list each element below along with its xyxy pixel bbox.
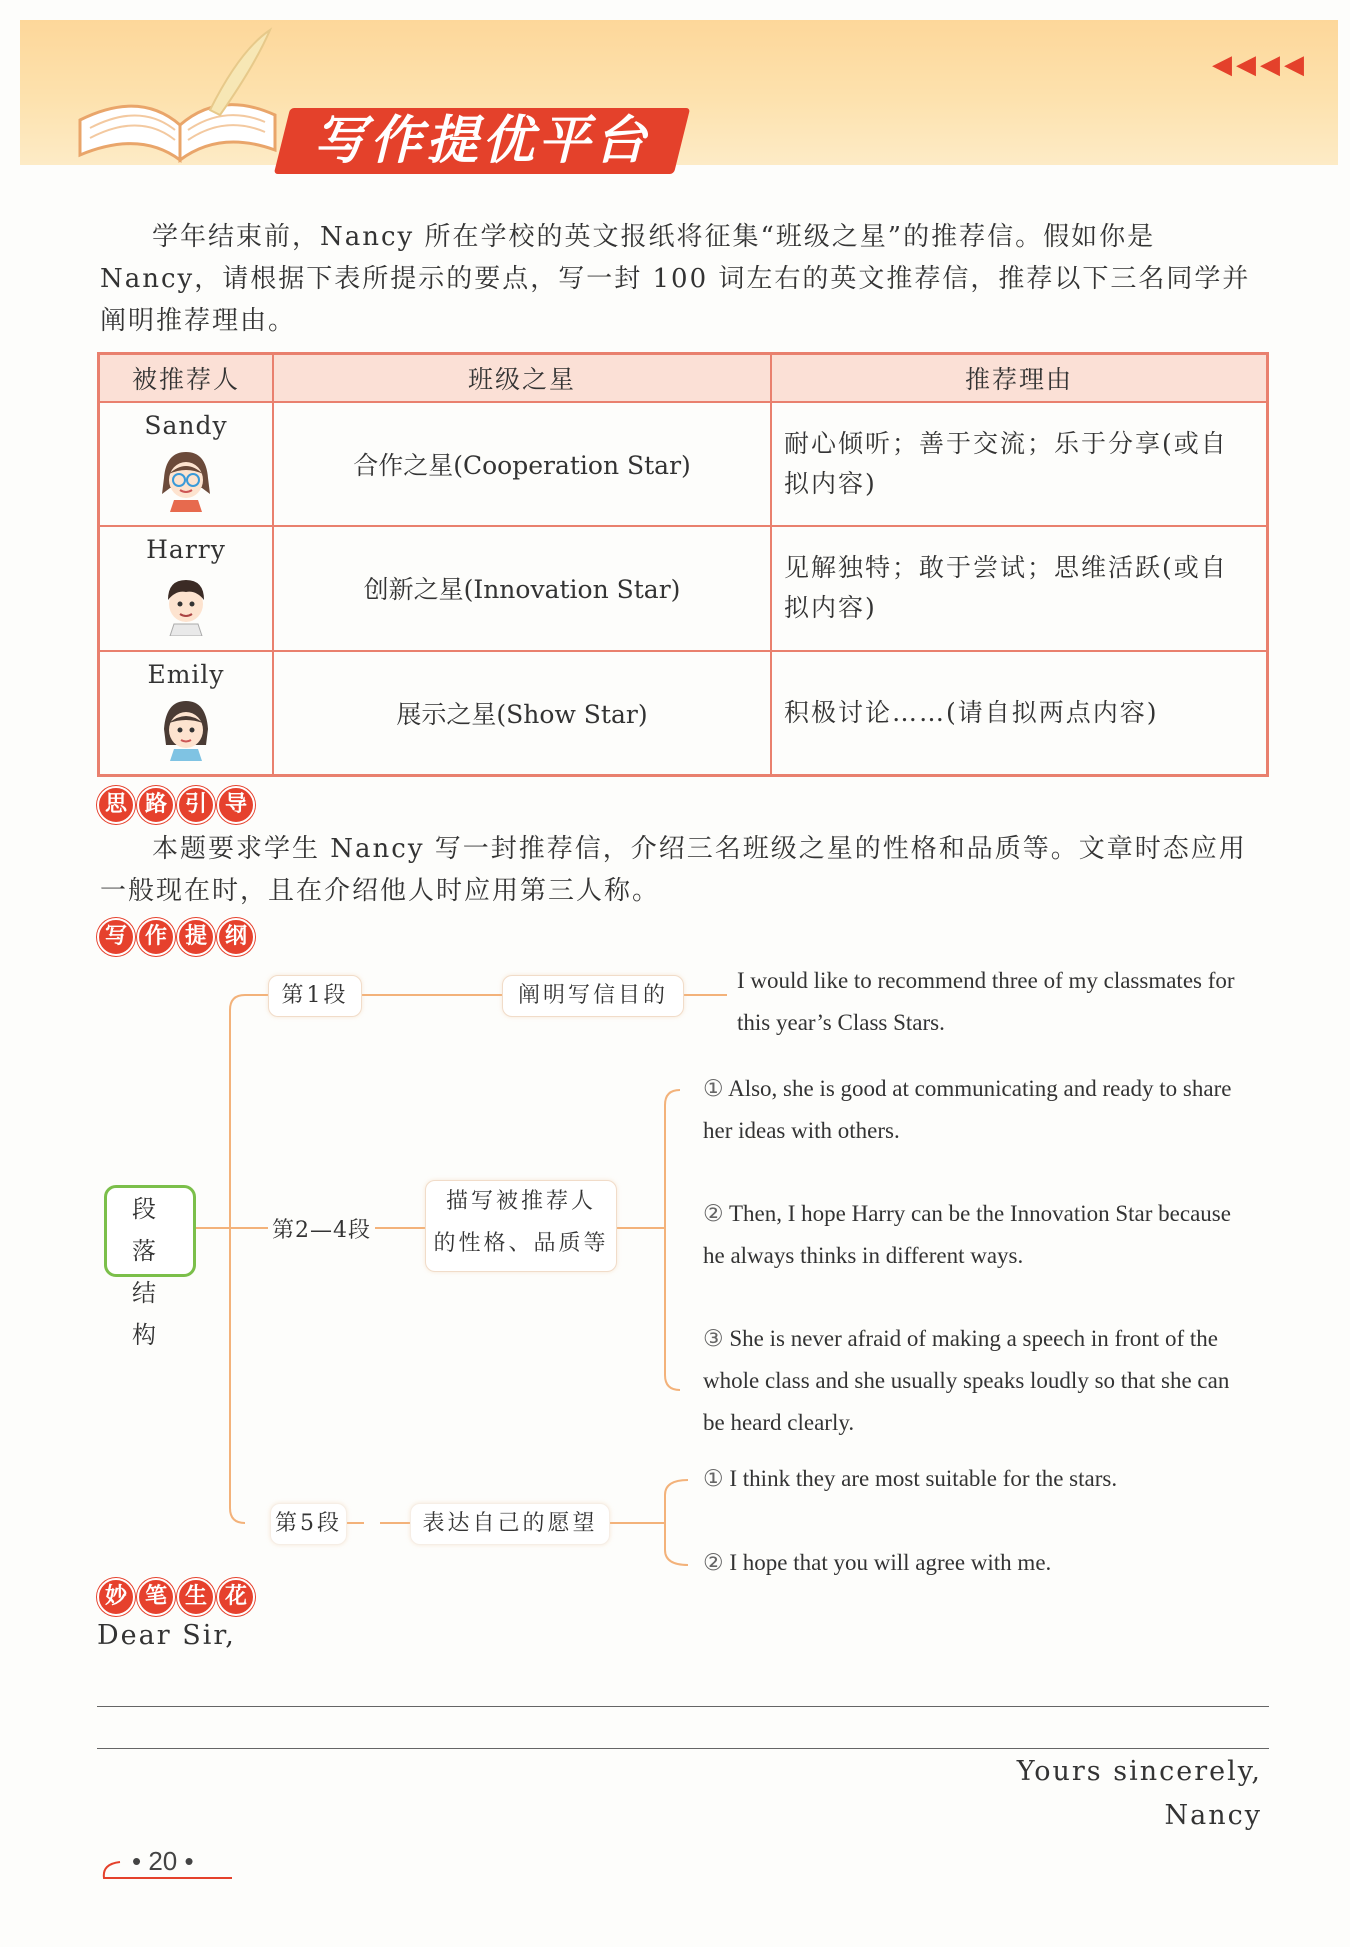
letter-closing: Yours sincerely, — [1016, 1756, 1262, 1787]
structure-label-line1: 段 落 — [132, 1195, 168, 1265]
tag-char: 思 — [97, 786, 135, 824]
tag-char: 妙 — [97, 1578, 135, 1616]
writing-line[interactable] — [97, 1748, 1269, 1749]
table-cell-star: 合作之星(Cooperation Star) — [273, 402, 771, 526]
girl-avatar-icon — [156, 697, 216, 761]
girl-with-glasses-avatar-icon — [156, 448, 216, 512]
writing-outline-diagram — [0, 960, 1350, 1580]
table-cell-name — [99, 402, 274, 526]
table-header-row — [99, 354, 1268, 403]
arrows-decoration: ◀◀◀◀ — [1212, 50, 1308, 80]
tag-char: 路 — [137, 786, 175, 824]
tag-char: 纲 — [217, 918, 255, 956]
table-header: 被推荐人 — [99, 354, 274, 403]
table-header: 推荐理由 — [771, 354, 1268, 403]
paragraph-1-sentence: I would like to recommend three of my classmates for this year’s Class Stars. — [737, 968, 1235, 1035]
section-tag-guide — [97, 786, 255, 824]
paragraph-5-label: 第5段 — [270, 1503, 347, 1545]
table-cell-name — [99, 651, 274, 776]
boy-avatar-icon — [156, 572, 216, 636]
task-paragraph: 学年结束前，Nancy 所在学校的英文报纸将征集“班级之星”的推荐信。假如你是Nancy，请根据下表所提示的要点，写一封 100 词左右的英文推荐信，推荐以下三名同学并阐明推荐理由。 — [100, 222, 1251, 336]
table-row — [99, 651, 1268, 776]
paragraph-1-label: 第1段 — [268, 975, 362, 1017]
item-number: ① — [703, 1076, 724, 1102]
page-number: • 20 • — [132, 1846, 194, 1876]
item-number: ② — [703, 1550, 724, 1576]
item-text: Then, I hope Harry can be the Innovation Star because he always thinks in different ways. — [703, 1201, 1231, 1268]
item-number: ③ — [703, 1326, 724, 1352]
letter-greeting: Dear Sir, — [97, 1620, 236, 1651]
paragraph-1-purpose: 阐明写信目的 — [502, 975, 684, 1017]
table-cell-name — [99, 526, 274, 650]
student-name: Emily — [147, 659, 225, 689]
paragraphs-2-4-sentence — [703, 1068, 1243, 1152]
guide-paragraph: 本题要求学生 Nancy 写一封推荐信，介绍三名班级之星的性格和品质等。文章时态应用一般现在时，且在介绍他人时应用第三人称。 — [100, 834, 1247, 906]
paragraph-structure-box — [104, 1185, 196, 1349]
table-row — [99, 402, 1268, 526]
item-text: She is never afraid of making a speech in front of the whole class and she usually speaks loudly so that she can be heard clearly. — [703, 1326, 1230, 1435]
item-number: ① — [703, 1466, 724, 1492]
table-cell-star: 展示之星(Show Star) — [273, 651, 771, 776]
page-title — [274, 108, 690, 174]
item-number: ② — [703, 1201, 724, 1227]
purpose-line2: 的性格、品质等 — [433, 1231, 609, 1256]
paragraph-5-sentence — [703, 1542, 1243, 1584]
purpose-line1: 描写被推荐人 — [445, 1189, 596, 1214]
tag-char: 引 — [177, 786, 215, 824]
tag-char: 提 — [177, 918, 215, 956]
paragraphs-2-4-label: 第2—4段 — [272, 1218, 371, 1243]
letter-signature: Nancy — [1164, 1800, 1262, 1831]
tag-char: 导 — [217, 786, 255, 824]
paragraphs-2-4-sentence — [703, 1318, 1248, 1444]
tag-char: 写 — [97, 918, 135, 956]
item-text: I think they are most suitable for the stars. — [729, 1466, 1118, 1491]
tag-char: 作 — [137, 918, 175, 956]
table-row — [99, 526, 1268, 650]
item-text: Also, she is good at communicating and ready to share her ideas with others. — [703, 1076, 1232, 1143]
structure-label-line2: 结 构 — [132, 1279, 168, 1349]
student-name: Sandy — [144, 411, 228, 440]
paragraphs-2-4-sentence — [703, 1193, 1243, 1277]
header-banner — [20, 20, 1338, 171]
section-tag-write — [97, 1578, 255, 1616]
paragraph-5-sentence — [703, 1458, 1243, 1500]
table-cell-reason: 积极讨论……(请自拟两点内容) — [771, 651, 1268, 776]
table-header: 班级之星 — [273, 354, 771, 403]
table-cell-reason: 耐心倾听；善于交流；乐于分享(或自拟内容) — [771, 402, 1268, 526]
tag-char: 生 — [177, 1578, 215, 1616]
page-title-text: 写作提优平台 — [313, 111, 650, 171]
section-tag-outline — [97, 918, 255, 956]
paragraph-5-purpose: 表达自己的愿望 — [410, 1503, 610, 1545]
open-book-icon — [60, 20, 290, 170]
student-name: Harry — [146, 535, 226, 565]
writing-line[interactable] — [97, 1706, 1269, 1707]
table-cell-reason: 见解独特；敢于尝试；思维活跃(或自拟内容) — [771, 526, 1268, 650]
tag-char: 花 — [217, 1578, 255, 1616]
paragraphs-2-4-purpose — [425, 1180, 617, 1272]
tag-char: 笔 — [137, 1578, 175, 1616]
recommendation-table — [97, 352, 1269, 777]
item-text: I hope that you will agree with me. — [729, 1550, 1052, 1575]
table-cell-star: 创新之星(Innovation Star) — [273, 526, 771, 650]
